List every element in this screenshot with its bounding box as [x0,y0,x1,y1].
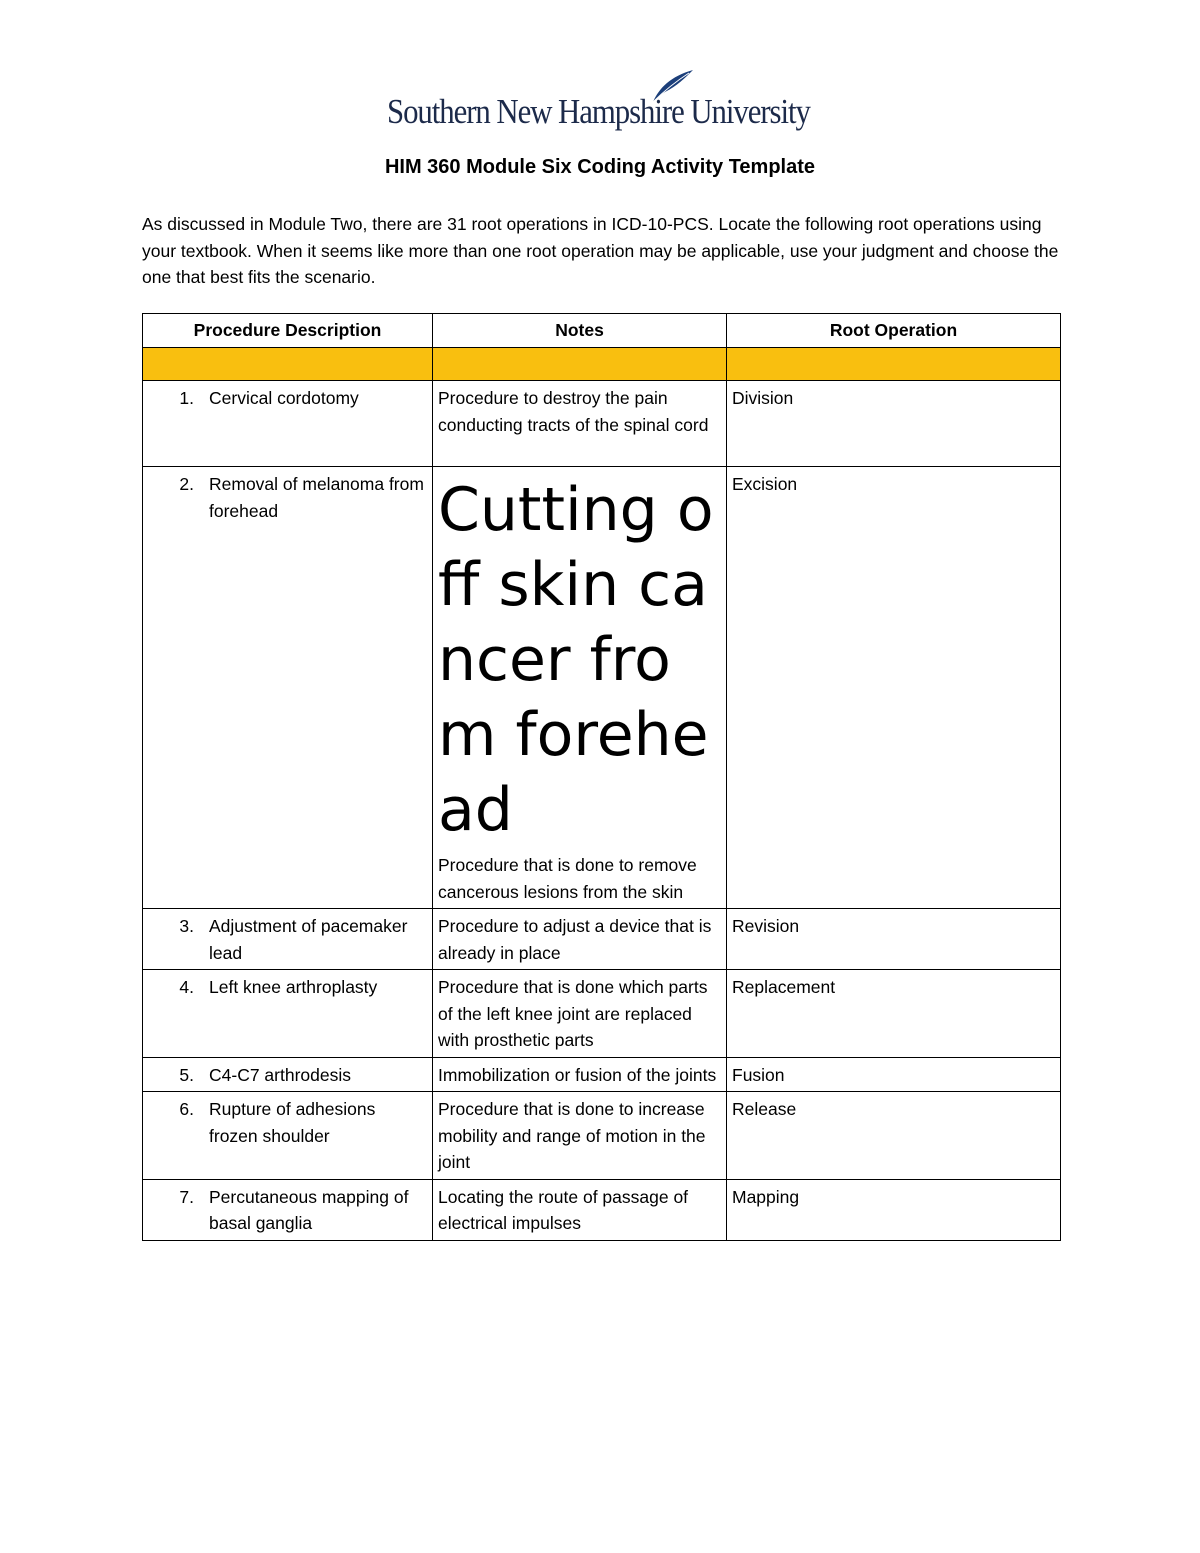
band-cell [143,348,433,381]
row-number: 1. [179,388,194,408]
root-operation-cell: Revision [727,909,1061,970]
table-row [143,1179,1061,1240]
procedure-cell [143,1057,433,1092]
university-logo [387,68,817,140]
row-number: 5. [179,1064,194,1085]
band-cell [727,348,1061,381]
root-operation-cell: Excision [727,467,1061,909]
notes-cell: Procedure to adjust a device that is already in place [433,909,727,970]
table-row [143,909,1061,970]
row-number: 4. [179,977,194,997]
notes-cell: Procedure that is done to increase mobility and range of motion in the joint [433,1092,727,1180]
notes-cell [433,467,727,909]
intro-paragraph: As discussed in Module Two, there are 31 root operations in ICD-10-PCS. Locate the following root operations using your textbook. When it seems like more than one root operation may be applicable, use your judgment and choose the one that best fits the scenario. [142,214,1059,287]
band-cell [433,348,727,381]
row-number: 3. [179,916,194,936]
row-number: 2. [179,474,194,494]
page-title: HIM 360 Module Six Coding Activity Template [384,156,816,178]
header-procedure-description: Procedure Description [143,314,433,348]
notes-cell: Immobilization or fusion of the joints [433,1057,727,1092]
procedure-cell [143,909,433,970]
procedure-cell [143,970,433,1058]
procedure-description: Rupture of adhesions frozen shoulder [209,1099,376,1146]
procedure-description: Left knee arthroplasty [209,977,378,997]
table-row [143,1057,1061,1092]
notes-cell: Locating the route of passage of electrical impulses [433,1179,727,1240]
header-root-operation: Root Operation [727,314,1061,348]
procedure-cell [143,1179,433,1240]
procedure-cell [143,381,433,467]
table-row [143,381,1061,467]
root-operation-cell: Division [727,381,1061,467]
header-notes: Notes [433,314,727,348]
root-operation-cell: Mapping [727,1179,1061,1240]
table-row [143,467,1061,909]
logo-wordmark: Southern New Hampshire University [387,92,810,131]
root-operation-cell: Release [727,1092,1061,1180]
procedure-description: Adjustment of pacemaker lead [209,916,408,963]
root-operation-cell: Fusion [727,1057,1061,1092]
coding-table [142,313,1061,1241]
row-number: 6. [179,1099,194,1119]
highlight-band-row [143,348,1061,381]
notes-text: Procedure that is done to remove cancerous lesions from the skin [438,855,697,902]
root-operation-cell: Replacement [727,970,1061,1058]
table-row [143,1092,1061,1180]
procedure-cell [143,467,433,909]
procedure-description: Removal of melanoma from forehead [209,474,424,521]
procedure-description: Percutaneous mapping of basal ganglia [209,1186,409,1233]
header-row [143,314,1061,348]
table-row [143,970,1061,1058]
feather-icon [645,68,695,104]
notes-cell: Procedure to destroy the pain conducting tracts of the spinal cord [433,381,727,467]
procedure-description: Cervical cordotomy [209,388,359,408]
procedure-description: C4-C7 arthrodesis [209,1064,351,1085]
row-number: 7. [179,1186,194,1207]
notes-cell: Procedure that is done which parts of the left knee joint are replaced with prosthetic parts [433,970,727,1058]
large-notes-text: Cutting off skin cancer from forehead [438,475,714,845]
procedure-cell [143,1092,433,1180]
